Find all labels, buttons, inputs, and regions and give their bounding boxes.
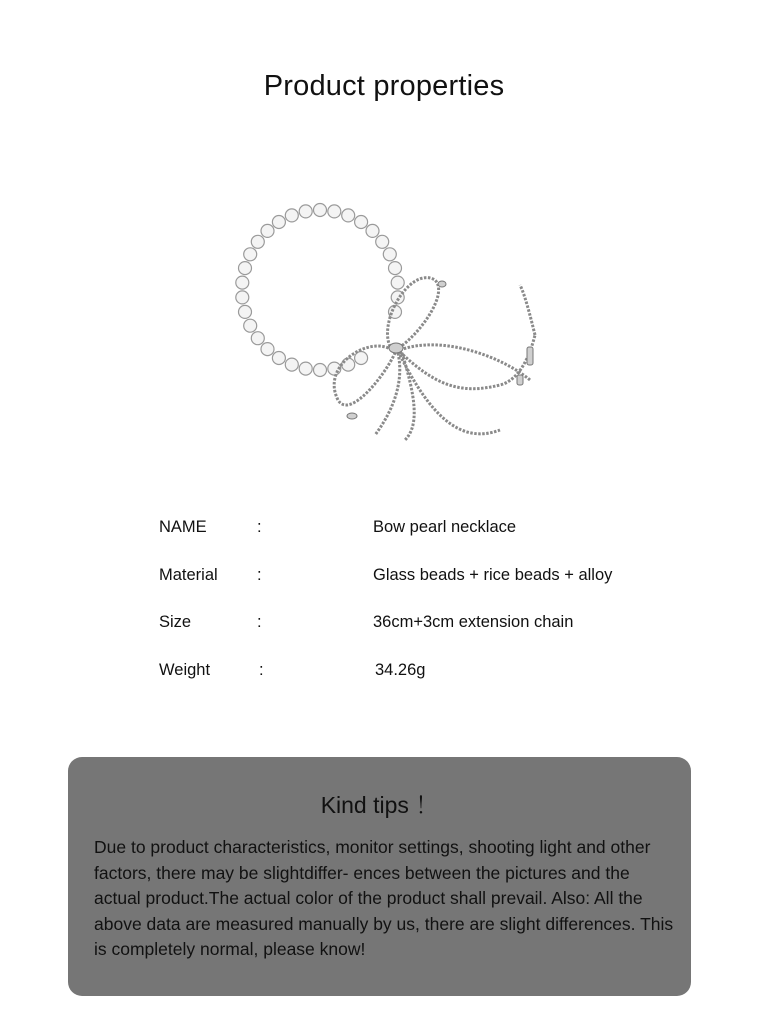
kind-tips-title: Kind tips ！ (320, 792, 439, 818)
pearl-strand (236, 204, 404, 377)
pearl (366, 224, 379, 237)
property-separator: : (257, 565, 262, 584)
property-row-name (159, 518, 679, 566)
pearl (272, 352, 285, 365)
pearl (376, 235, 389, 248)
property-separator: : (257, 613, 262, 631)
property-value: Bow pearl necklace (373, 518, 517, 536)
pearl (236, 291, 249, 304)
pearl (383, 248, 396, 261)
page-title: Product properties (263, 70, 505, 102)
property-label: Size (159, 613, 192, 631)
pearl (342, 209, 355, 222)
property-label: Weight (159, 660, 211, 679)
pearl (391, 276, 404, 289)
kind-tips-text: Due to product characteristics, monitor settings, shooting light and other factors, there may be slightdiffer- ences between the pictures and the actual product.The actual color of the product shall prevail. Also: All the above data are measured manually by us, there are slight differences. This is completely normal, please know! (94, 837, 674, 960)
product-image (200, 185, 560, 455)
pearl (299, 205, 312, 218)
pearl (272, 216, 285, 229)
kind-tips-panel (68, 757, 691, 996)
properties-list (159, 518, 679, 708)
pearl (261, 224, 274, 237)
pearl (244, 248, 257, 261)
pearl (244, 319, 257, 332)
property-separator: : (257, 518, 262, 536)
property-value: 36cm+3cm extension chain (373, 613, 574, 631)
property-row-size (159, 613, 679, 661)
property-row-material (159, 566, 679, 614)
property-value: 34.26g (375, 660, 426, 679)
property-separator: : (259, 660, 264, 679)
bow-charms (347, 281, 533, 419)
property-row-weight (159, 661, 679, 709)
pearl (314, 364, 327, 377)
pearl (389, 262, 402, 275)
pearl (239, 305, 252, 318)
pearl (314, 204, 327, 217)
pearl (285, 209, 298, 222)
pearl (355, 216, 368, 229)
pearl (251, 235, 264, 248)
pearl (299, 362, 312, 375)
pearl (239, 262, 252, 275)
pearl (251, 332, 264, 345)
property-label: Material (159, 565, 218, 584)
pearl (285, 358, 298, 371)
pearl (328, 205, 341, 218)
pearl (236, 276, 249, 289)
property-label: NAME (159, 518, 207, 536)
property-value: Glass beads + rice beads + alloy (373, 565, 613, 584)
pearl (261, 343, 274, 356)
